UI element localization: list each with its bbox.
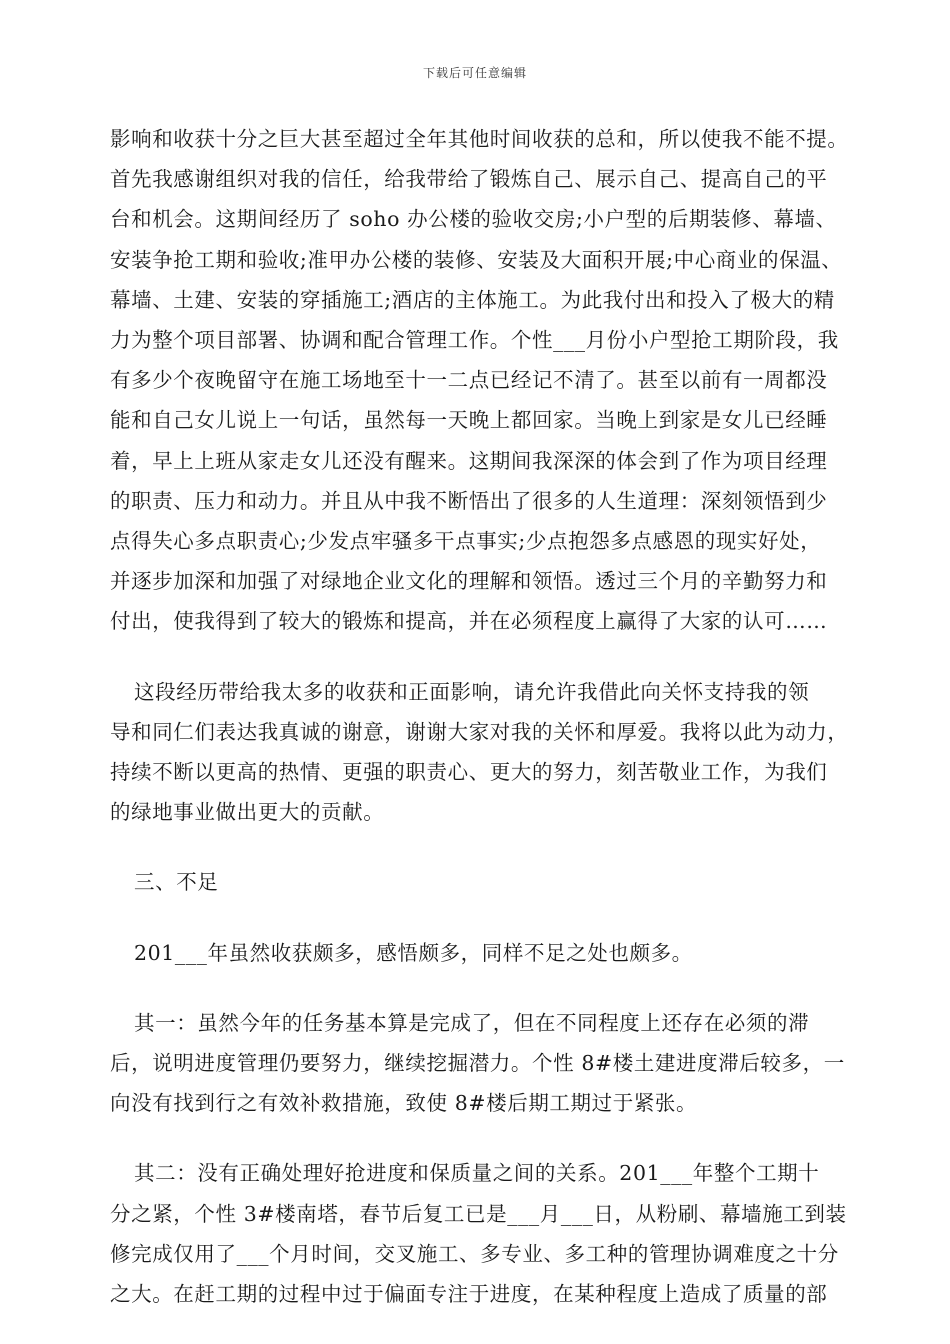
text-line: 有多少个夜晚留守在施工场地至十一二点已经记不清了。甚至以前有一周都没 bbox=[110, 368, 828, 393]
page-header: 下载后可任意编辑 bbox=[422, 66, 527, 80]
heading-text: 三、不足 bbox=[134, 870, 219, 895]
paragraph-spacer bbox=[110, 1123, 846, 1153]
text-line: 后，说明进度管理仍要努力，继续挖掘潜力。个性 8#楼土建进度滞后较多，一 bbox=[110, 1051, 845, 1076]
text-line: 付出，使我得到了较大的锻炼和提高，并在必须程度上赢得了大家的认可…… bbox=[110, 609, 828, 634]
text-line: 安装争抢工期和验收;准甲办公楼的装修、安装及大面积开展;中心商业的保温、 bbox=[110, 247, 843, 272]
text-line: 影响和收获十分之巨大甚至超过全年其他时间收获的总和，所以使我不能不提。 bbox=[110, 127, 849, 151]
section-heading bbox=[110, 862, 846, 902]
text-line: 的职责、压力和动力。并且从中我不断悟出了很多的人生道理：深刻领悟到少 bbox=[110, 488, 828, 513]
text-line: 力为整个项目部署、协调和配合管理工作。个性___月份小户型抢工期阶段，我 bbox=[110, 328, 839, 353]
text-line: 201___年虽然收获颇多，感悟颇多，同样不足之处也颇多。 bbox=[134, 940, 693, 965]
paragraph-5 bbox=[110, 1153, 846, 1314]
text-line: 分之紧，个性 3#楼南塔，春节后复工已是___月___日，从粉刷、幕墙施工到装 bbox=[110, 1201, 847, 1226]
text-line: 修完成仅用了___个月时间，交叉施工、多专业、多工种的管理协调难度之十分 bbox=[110, 1241, 839, 1266]
text-line: 持续不断以更高的热情、更强的职责心、更大的努力，刻苦敬业工作，为我们 bbox=[110, 760, 828, 785]
paragraph-1 bbox=[110, 119, 849, 642]
text-line: 首先我感谢组织对我的信任，给我带给了锻炼自己、展示自己、提高自己的平 bbox=[110, 167, 828, 192]
text-line: 着，早上上班从家走女儿还没有醒来。这期间我深深的体会到了作为项目经理 bbox=[110, 448, 828, 473]
text-line: 其一：虽然今年的任务基本算是完成了，但在不同程度上还存在必须的滞 bbox=[134, 1010, 810, 1035]
document-body bbox=[110, 119, 849, 1314]
text-line: 点得失心多点职责心;少发点牢骚多干点事实;少点抱怨多点感恩的现实好处， bbox=[110, 529, 822, 554]
paragraph-2 bbox=[110, 672, 849, 833]
text-line: 幕墙、土建、安装的穿插施工;酒店的主体施工。为此我付出和投入了极大的精 bbox=[110, 287, 835, 312]
paragraph-spacer bbox=[110, 903, 846, 933]
paragraph-3 bbox=[110, 933, 846, 973]
paragraph-spacer bbox=[110, 642, 846, 672]
text-line: 能和自己女儿说上一句话，虽然每一天晚上都回家。当晚上到家是女儿已经睡 bbox=[110, 408, 828, 433]
text-line: 的绿地事业做出更大的贡献。 bbox=[110, 800, 385, 825]
text-line: 台和机会。这期间经历了 soho 办公楼的验收交房;小户型的后期装修、幕墙、 bbox=[110, 207, 837, 232]
paragraph-spacer bbox=[110, 973, 846, 1003]
text-line: 向没有找到行之有效补救措施，致使 8#楼后期工期过于紧张。 bbox=[110, 1091, 698, 1116]
paragraph-4 bbox=[110, 1003, 846, 1124]
text-line: 并逐步加深和加强了对绿地企业文化的理解和领悟。透过三个月的辛勤努力和 bbox=[110, 569, 828, 594]
text-line: 这段经历带给我太多的收获和正面影响，请允许我借此向关怀支持我的领 bbox=[134, 679, 810, 704]
text-line: 导和同仁们表达我真诚的谢意，谢谢大家对我的关怀和厚爱。我将以此为动力， bbox=[110, 719, 849, 744]
paragraph-spacer bbox=[110, 832, 846, 862]
text-line: 之大。在赶工期的过程中过于偏面专注于进度，在某种程度上造成了质量的部 bbox=[110, 1282, 828, 1307]
text-line: 其二：没有正确处理好抢进度和保质量之间的关系。201___年整个工期十 bbox=[134, 1161, 820, 1186]
